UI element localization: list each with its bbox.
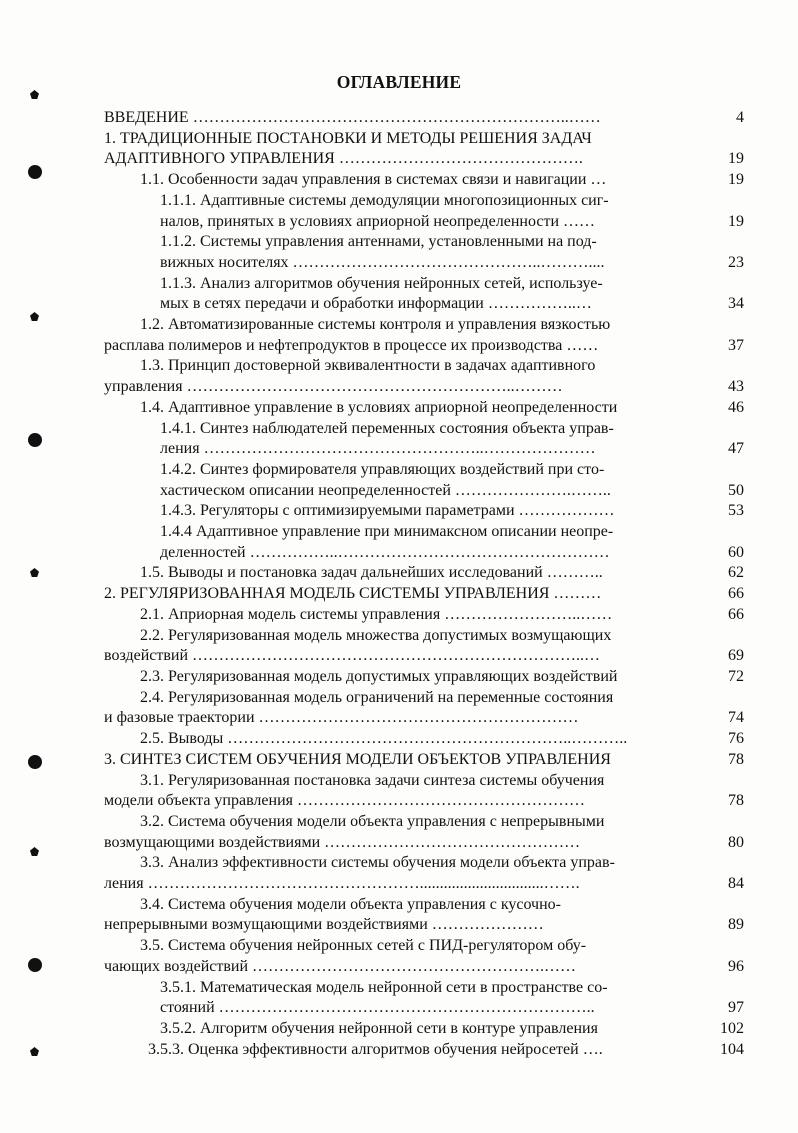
toc-entry	[104, 522, 744, 563]
toc-entry-text: 3.5.3. Оценка эффективности алгоритмов обучения нейросетей ….	[148, 1040, 603, 1058]
toc-entry-text: 1.4.4 Адаптивное управление при минимаксном описании неопре- деленностей ……………..……………………………………………	[160, 523, 614, 561]
toc-entry-text: 3.4. Система обучения модели объекта управления с кусочно- непрерывными возмущающими воздействиями …………………	[104, 895, 561, 934]
binder-hole	[28, 958, 42, 972]
margin-speck	[30, 847, 39, 856]
binder-hole	[28, 433, 42, 447]
toc-entry-text: 3.1. Регуляризованная постановка задачи синтеза системы обучения модели объекта управления ………………………………………………	[104, 771, 605, 810]
toc-entry	[104, 936, 744, 977]
margin-speck	[30, 568, 39, 577]
toc-entry-text: 2. РЕГУЛЯРИЗОВАННАЯ МОДЕЛЬ СИСТЕМЫ УПРАВЛЕНИЯ ………	[104, 585, 602, 603]
toc-entry-page: 104	[720, 1040, 744, 1058]
toc-entry-text: 2.1. Априорная модель системы управления ……………………..……	[140, 605, 613, 623]
toc-entry-page: 89	[728, 916, 744, 934]
toc-entry-text: ВВЕДЕНИЕ ……………………………………………………………..……	[104, 109, 601, 126]
toc-entry-page: 76	[728, 730, 744, 748]
toc-entry	[104, 232, 744, 273]
toc-entry-page: 78	[728, 750, 744, 768]
toc-entry-text: 1.4.1. Синтез наблюдателей переменных состояния объекта управ- ления ……………………………………………..…………………	[160, 419, 614, 458]
toc-entry-page: 4	[736, 109, 744, 126]
toc-entry-text: 3.5. Система обучения нейронных сетей с ПИД-регулятором обу- чающих воздействий ……………………………………………….……	[104, 937, 587, 975]
toc-entry-page: 34	[728, 295, 744, 313]
toc-entry-text: 2.4. Регуляризованная модель ограничений на переменные состояния и фазовые траектории ……………………………………………………	[104, 688, 614, 727]
toc-entry-page: 102	[720, 1019, 744, 1037]
toc-entry	[104, 812, 744, 853]
toc-entry-text: 1.4.2. Синтез формирователя управляющих воздействий при сто- хастическом описании неопределенностей ………………….……..	[160, 460, 611, 499]
toc-entry	[104, 667, 744, 688]
toc-entry	[104, 398, 744, 419]
toc-entry-page: 69	[728, 647, 744, 665]
toc-entry-page: 78	[728, 792, 744, 810]
toc-entry-text: 1.4.3. Регуляторы с оптимизируемыми параметрами ………………	[160, 502, 615, 520]
toc-entry	[104, 129, 744, 170]
toc-entry-text: 1.5. Выводы и постановка задач дальнейших исследований ………..	[140, 564, 603, 582]
toc-entry-text: 1.2. Автоматизированные системы контроля и управления вязкостью расплава полимеров и нефтепродуктов в процессе их производства ……	[104, 316, 611, 354]
toc-entry	[104, 419, 744, 460]
toc-entry-text: 2.5. Выводы ………………………………………………………..………..	[140, 730, 628, 748]
toc-entry-text: 1. ТРАДИЦИОННЫЕ ПОСТАНОВКИ И МЕТОДЫ РЕШЕНИЯ ЗАДАЧ АДАПТИВНОГО УПРАВЛЕНИЯ ……………………………………….	[104, 129, 592, 168]
toc-entry-page: 46	[728, 398, 744, 416]
toc-entry	[104, 460, 744, 501]
toc-entry-page: 23	[728, 253, 744, 271]
toc-entry-page: 19	[728, 212, 744, 230]
margin-speck	[30, 312, 39, 321]
toc-entry-page: 72	[728, 667, 744, 685]
binder-hole	[28, 165, 42, 179]
toc-entry-page: 96	[728, 957, 744, 975]
toc-entry	[104, 626, 744, 667]
toc-entry	[104, 191, 744, 232]
toc-entry-page: 66	[728, 605, 744, 623]
toc-entry-page: 53	[728, 502, 744, 520]
toc-entry-page: 50	[728, 481, 744, 499]
toc-entry-page: 19	[728, 150, 744, 168]
page-title: ОГЛАВЛЕНИЕ	[336, 72, 462, 92]
toc-entry-text: 1.1.3. Анализ алгоритмов обучения нейронных сетей, используе- мых в сетях передачи и обработки информации ……………..…	[160, 274, 603, 313]
toc-entry-text: 3.5.1. Математическая модель нейронной сети в пространстве со- стояний ……………………………………………………………..	[160, 978, 608, 1017]
toc-entry	[104, 853, 744, 894]
binder-hole	[28, 755, 42, 769]
toc-entry	[104, 356, 744, 397]
toc-entry	[104, 584, 744, 605]
table-of-contents	[104, 108, 744, 1060]
toc-entry	[104, 605, 744, 626]
toc-entry-text: 1.1.1. Адаптивные системы демодуляции многопозиционных сиг- налов, принятых в условиях априорной неопределенности ……	[160, 191, 609, 230]
toc-entry-text: 1.1. Особенности задач управления в системах связи и навигации …	[140, 171, 607, 189]
toc-entry-text: 3.2. Система обучения модели объекта управления с непрерывными возмущающими воздействиями …………………………………………	[104, 812, 605, 851]
toc-entry	[104, 170, 744, 191]
toc-entry-page: 43	[728, 378, 744, 396]
toc-entry-page: 62	[728, 564, 744, 582]
toc-entry-text: 1.3. Принцип достоверной эквивалентности в задачах адаптивного управления ……………………………………………………..………	[104, 357, 596, 396]
toc-entry-page: 60	[728, 543, 744, 561]
toc-entry-page: 80	[728, 833, 744, 851]
toc-entry-page: 66	[728, 585, 744, 603]
toc-entry	[104, 895, 744, 936]
toc-entry	[104, 108, 744, 129]
toc-entry	[104, 1019, 744, 1040]
toc-entry-text: 3.5.2. Алгоритм обучения нейронной сети в контуре управления	[160, 1019, 598, 1037]
toc-entry-page: 37	[728, 336, 744, 354]
toc-entry	[104, 563, 744, 584]
toc-entry-text: 1.1.2. Системы управления антеннами, установленными на под- вижных носителях ………………………………………..………....	[160, 233, 605, 271]
toc-entry-page: 97	[728, 999, 744, 1017]
toc-entry	[104, 729, 744, 750]
toc-entry-page: 74	[728, 709, 744, 727]
toc-entry-text: 1.4. Адаптивное управление в условиях априорной неопределенности	[140, 398, 618, 416]
toc-entry-text: 2.2. Регуляризованная модель множества допустимых возмущающих воздействий ………………………………………………………………..…	[104, 626, 612, 665]
margin-speck	[30, 1047, 39, 1056]
toc-entry	[104, 978, 744, 1019]
toc-entry-page: 47	[728, 440, 744, 458]
toc-entry	[104, 688, 744, 729]
toc-entry	[104, 501, 744, 522]
toc-entry	[104, 274, 744, 315]
toc-entry	[104, 1040, 744, 1061]
toc-entry	[104, 750, 744, 771]
toc-entry	[104, 315, 744, 356]
toc-entry-text: 3.3. Анализ эффективности системы обучения модели объекта управ- ления ……………………………………………...............................…….	[104, 854, 615, 893]
toc-entry-text: 3. СИНТЕЗ СИСТЕМ ОБУЧЕНИЯ МОДЕЛИ ОБЪЕКТОВ УПРАВЛЕНИЯ	[104, 750, 611, 768]
toc-entry-text: 2.3. Регуляризованная модель допустимых управляющих воздействий	[140, 667, 618, 685]
toc-entry-page: 84	[728, 875, 744, 893]
toc-entry-page: 19	[728, 171, 744, 189]
toc-entry	[104, 771, 744, 812]
